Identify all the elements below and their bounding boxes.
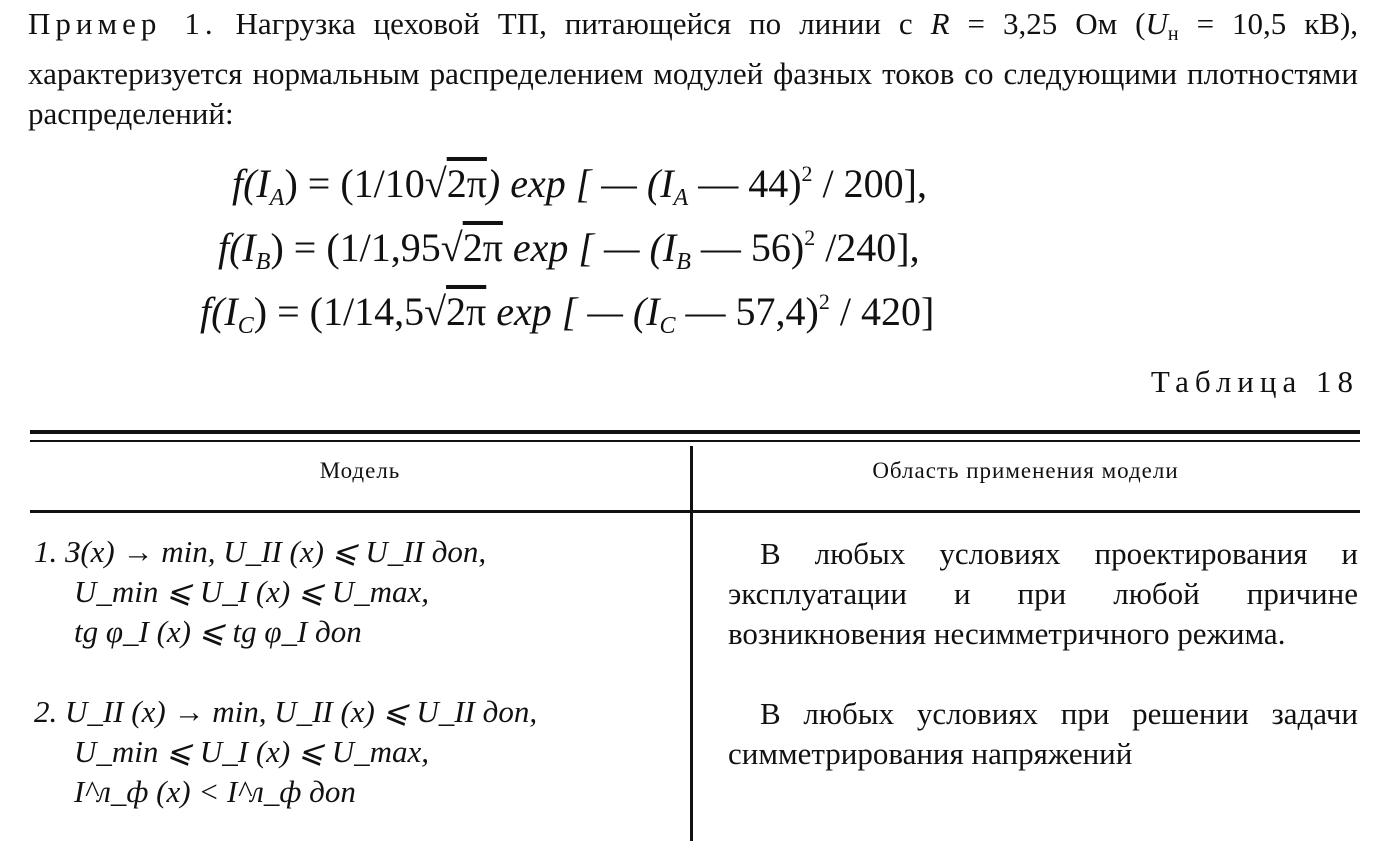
example-text: Нагрузка цеховой ТП, питающейся по линии с	[235, 6, 913, 41]
u-symbol: U	[1145, 6, 1168, 41]
header-model: Модель	[319, 458, 401, 483]
area-text: В любых условиях при решении задачи симметрирования напряжений	[728, 696, 1358, 771]
table-row-2-area	[728, 694, 1358, 774]
table-row-1-area	[728, 534, 1358, 654]
table-column-divider	[690, 446, 693, 841]
formula-ib: $f(I_B) = (1/1,95√2\pi$ exp [ — ($I_B$ — 56)$^2$ /240],	[218, 225, 920, 275]
u-subscript: н	[1167, 23, 1179, 45]
model-line: U_min ⩽ U_I (x) ⩽ U_max,	[74, 574, 429, 609]
table-row-1-model	[34, 532, 674, 652]
example-paragraph: Пример 1. Нагрузка цеховой ТП, питающейся по линии с R = 3,25 Ом ($U_н = 10,5$ кВ), характеризуется нормальным распределением модулей фазных токов со следующими плотностями распределений:	[28, 6, 1359, 131]
example-lead: Пример 1.	[28, 6, 218, 41]
model-line: 1. З(x) → min, U_II (x) ⩽ U_II доп,	[34, 534, 487, 569]
model-line: I^л_ф (x) < I^л_ф доп	[74, 774, 356, 809]
table-caption: Таблица 18	[1150, 364, 1359, 399]
table-row-2-model	[34, 692, 674, 812]
example-rest: характеризуется нормальным распределением модулей фазных токов со следующими плотностями распределений:	[28, 56, 1358, 131]
table-header-rule	[30, 510, 1360, 513]
u-value: = 10,5 кВ),	[1196, 6, 1359, 41]
model-line: U_min ⩽ U_I (x) ⩽ U_max,	[74, 734, 429, 769]
r-symbol: R	[930, 6, 950, 41]
area-text: В любых условиях проектирования и эксплуатации и при любой причине возникновения несимметричного режима.	[728, 536, 1358, 651]
formula-ic: $f(I_C) = (1/14,5√2\pi$ exp [ — ($I_C$ — 57,4)$^2$ / 420]	[200, 289, 935, 339]
table-top-rule-thin	[30, 440, 1360, 442]
r-value: = 3,25 Ом	[967, 6, 1118, 41]
table-top-rule	[30, 430, 1360, 434]
header-application: Область применения модели	[872, 458, 1179, 483]
model-line: 2. U_II (x) → min, U_II (x) ⩽ U_II доп,	[34, 694, 538, 729]
model-line: tg φ_I (x) ⩽ tg φ_I доп	[74, 614, 362, 649]
formula-ia: $f(I_A) = (1/10√2\pi)$ exp [ — ($I_A$ — 44)$^2$ / 200],	[232, 161, 927, 211]
